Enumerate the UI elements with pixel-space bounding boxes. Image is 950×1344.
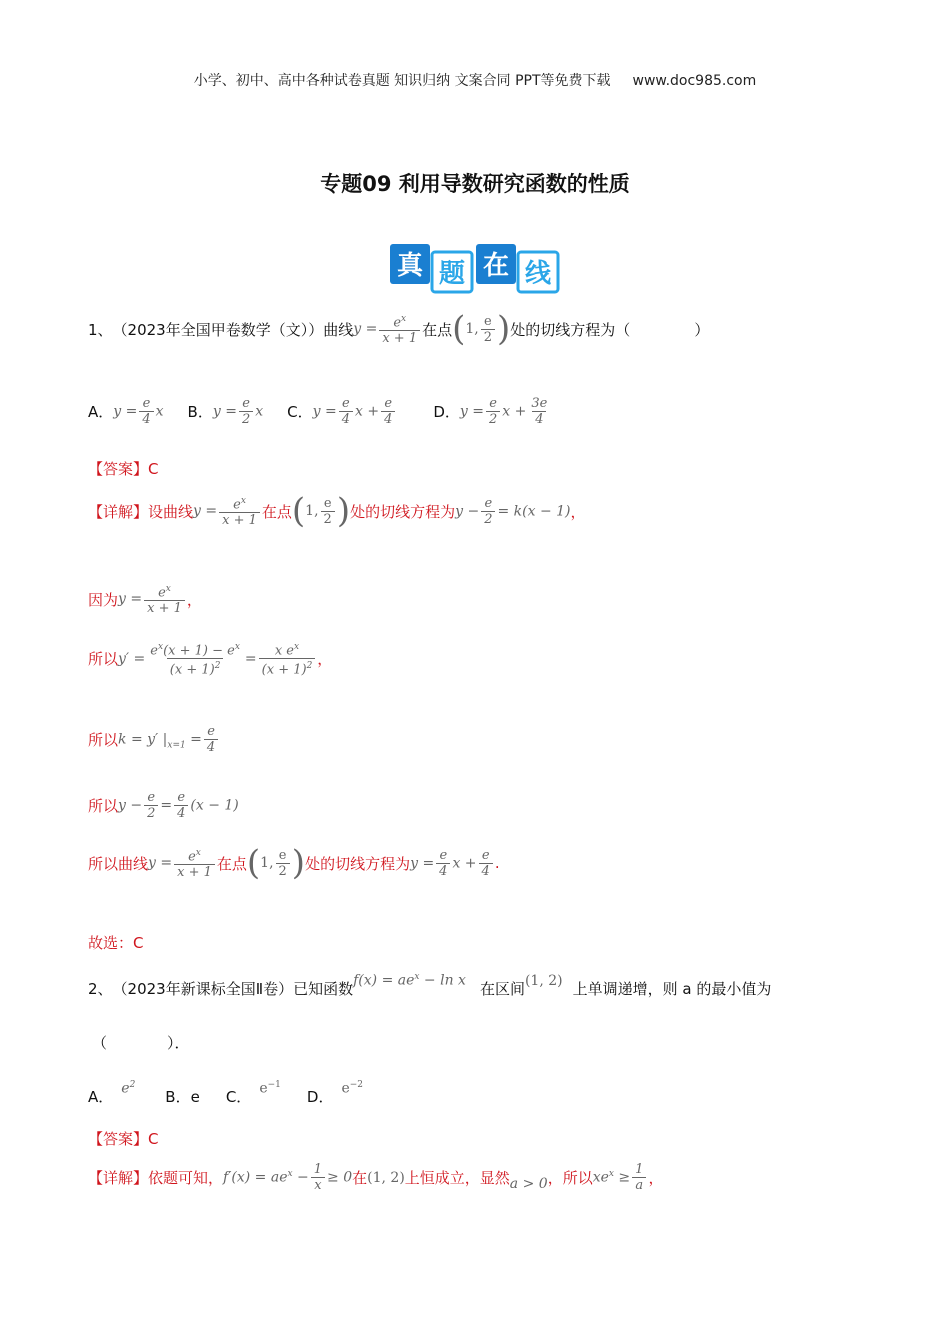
q1-options: [88, 396, 552, 427]
q2-function-formula: $f(x) = ae^x - \ln x$: [353, 972, 466, 989]
q2-option-d-label[interactable]: D．: [306, 1088, 334, 1106]
q1-because-formula: y = $\frac{e^x}{x + 1}$: [118, 582, 187, 616]
q2-inequality: $xe^x$ ≥ $\frac{1}{a}$: [593, 1162, 649, 1193]
q1-detail-1d: ，: [570, 502, 586, 521]
badge-char-4: 线: [524, 259, 552, 289]
q1-curve-formula: y = $\frac{e^x}{x + 1}$: [353, 312, 422, 346]
q1-so-2: 所以: [88, 731, 119, 749]
q1-so-curve: 所以曲线: [88, 854, 149, 873]
q1-text-d: ）: [694, 320, 710, 339]
q1-answer: 【答案】C: [88, 460, 159, 478]
q2-option-a[interactable]: $e^2$: [121, 1080, 136, 1097]
q2-detail-e: ，: [648, 1169, 664, 1187]
q1-tangent-is: 处的切线方程为: [305, 854, 411, 873]
badge-char-2: 题: [438, 259, 466, 289]
q1-detail-1: [88, 491, 586, 532]
page-header: [0, 70, 950, 90]
q2-stem: [88, 972, 772, 999]
badge-char-1: 真: [396, 251, 424, 281]
q1-derivative-formula: y′ = $\frac{e^x(x + 1) - e^x}{(x + 1)^2}$ = $\frac{x e^x}{(x + 1)^2}$: [118, 640, 317, 678]
q2-detail-a: 依题可知，: [148, 1169, 224, 1187]
q1-stem: [88, 309, 710, 350]
q1-slope-formula: k = y′ $|_{x=1}$ = $\frac{e}{4}$: [118, 724, 220, 755]
q1-period: .: [494, 854, 500, 873]
q1-text-a: 曲线: [323, 320, 354, 339]
q1-option-d-label[interactable]: D．: [433, 403, 460, 421]
q1-detail-1b: 在点: [261, 502, 292, 521]
q1-so-1: 所以: [88, 650, 119, 669]
q1-option-c[interactable]: y = $\frac{e}{4}$ x + $\frac{e}{4}$: [313, 396, 398, 427]
q1-option-d[interactable]: y = $\frac{e}{2}$ x + $\frac{3e}{4}$: [459, 396, 548, 427]
q2-number: 2、: [88, 980, 113, 998]
q1-detail-label: 【详解】: [88, 502, 149, 521]
q1-detail-1c: 处的切线方程为: [350, 502, 456, 521]
q1-conclusion-formula: y = $\frac{e}{4}$ x + $\frac{e}{4}$: [410, 848, 495, 879]
q1-slope-line: [88, 724, 220, 755]
header-site-text: 小学、初中、高中各种试卷真题 知识归纳 文案合同 PPT等免费下载: [193, 73, 611, 89]
q1-detail-tangent-form: y − $\frac{e}{2}$ = k(x − 1): [455, 495, 571, 527]
q1-detail-1a: 设曲线: [148, 502, 194, 521]
q2-option-d[interactable]: $e^{-2}$: [341, 1080, 364, 1097]
q1-option-a-label[interactable]: A．: [88, 403, 114, 421]
q1-text-b: 在点: [422, 320, 453, 339]
q1-detail-point: (1, $\frac{e}{2}$ ): [291, 491, 351, 532]
q2-detail-b: 在: [352, 1169, 368, 1187]
q1-source: （2023年全国甲卷数学（文））: [112, 320, 324, 339]
q2-detail-label: 【详解】: [88, 1169, 149, 1187]
q1-derivative-comma: ，: [317, 650, 333, 669]
q2-detail: [88, 1162, 663, 1193]
q2-detail-c: 上恒成立，显然: [404, 1169, 510, 1187]
page-title: 专题09 利用导数研究函数的性质: [320, 172, 630, 196]
q2-option-b[interactable]: B．e: [165, 1088, 200, 1106]
q1-because: 因为: [88, 590, 119, 609]
q1-tangent-formula: y − $\frac{e}{2}$ = $\frac{e}{4}$ (x − 1): [118, 790, 239, 821]
q1-number: 1、: [88, 320, 113, 339]
q2-option-c-label[interactable]: C．: [225, 1088, 252, 1106]
header-url[interactable]: www.doc985.com: [632, 73, 757, 89]
q2-a-positive: a > 0: [509, 1175, 548, 1192]
q2-option-a-label[interactable]: A．: [88, 1088, 114, 1106]
q1-choose: 故选：C: [88, 934, 144, 952]
q2-derivative-formula: $f'(x) = ae^x$ − $\frac{1}{x}$ ≥ 0: [223, 1162, 353, 1193]
q1-option-b-label[interactable]: B．: [187, 403, 213, 421]
q2-options: [88, 1070, 363, 1107]
q1-conclusion-point: (1, $\frac{e}{2}$ ): [246, 843, 306, 884]
q2-answer: 【答案】C: [88, 1130, 159, 1148]
section-badge: [390, 242, 560, 294]
q1-option-a[interactable]: y = $\frac{e}{4}$ x: [113, 396, 164, 427]
q2-text-c: 上单调递增，则 a 的最小值为: [572, 980, 772, 998]
q1-because-comma: ，: [186, 590, 202, 609]
q1-point-formula: (1, $\frac{e}{2}$ ): [452, 309, 511, 350]
q2-source: （2023年新课标全国Ⅱ卷）: [112, 980, 294, 998]
q2-text-b: 在区间: [479, 980, 525, 998]
q2-interval: (1, 2): [524, 972, 563, 989]
q2-text-a: 已知函数: [293, 980, 354, 998]
q1-conclusion-line: [88, 843, 500, 884]
q2-blank-paren: （ ）．: [92, 1034, 190, 1052]
q1-option-b[interactable]: y = $\frac{e}{2}$ x: [212, 396, 264, 427]
q1-at-point: 在点: [216, 854, 247, 873]
q1-conclusion-curve: y = $\frac{e^x}{x + 1}$: [148, 846, 217, 880]
q2-option-c[interactable]: $e^{-1}$: [259, 1080, 281, 1097]
q1-because-line: [88, 582, 202, 616]
q1-so-3: 所以: [88, 797, 119, 815]
q1-detail-curve: y = $\frac{e^x}{x + 1}$: [193, 494, 262, 528]
q2-detail-interval: (1, 2): [367, 1169, 405, 1186]
q1-option-c-label[interactable]: C．: [287, 403, 313, 421]
q1-tangent-line: [88, 790, 239, 821]
badge-char-3: 在: [482, 251, 510, 281]
q1-text-c: 处的切线方程为（: [510, 320, 631, 339]
q2-detail-d: ，所以: [547, 1169, 593, 1187]
q1-derivative-line: [88, 640, 332, 678]
